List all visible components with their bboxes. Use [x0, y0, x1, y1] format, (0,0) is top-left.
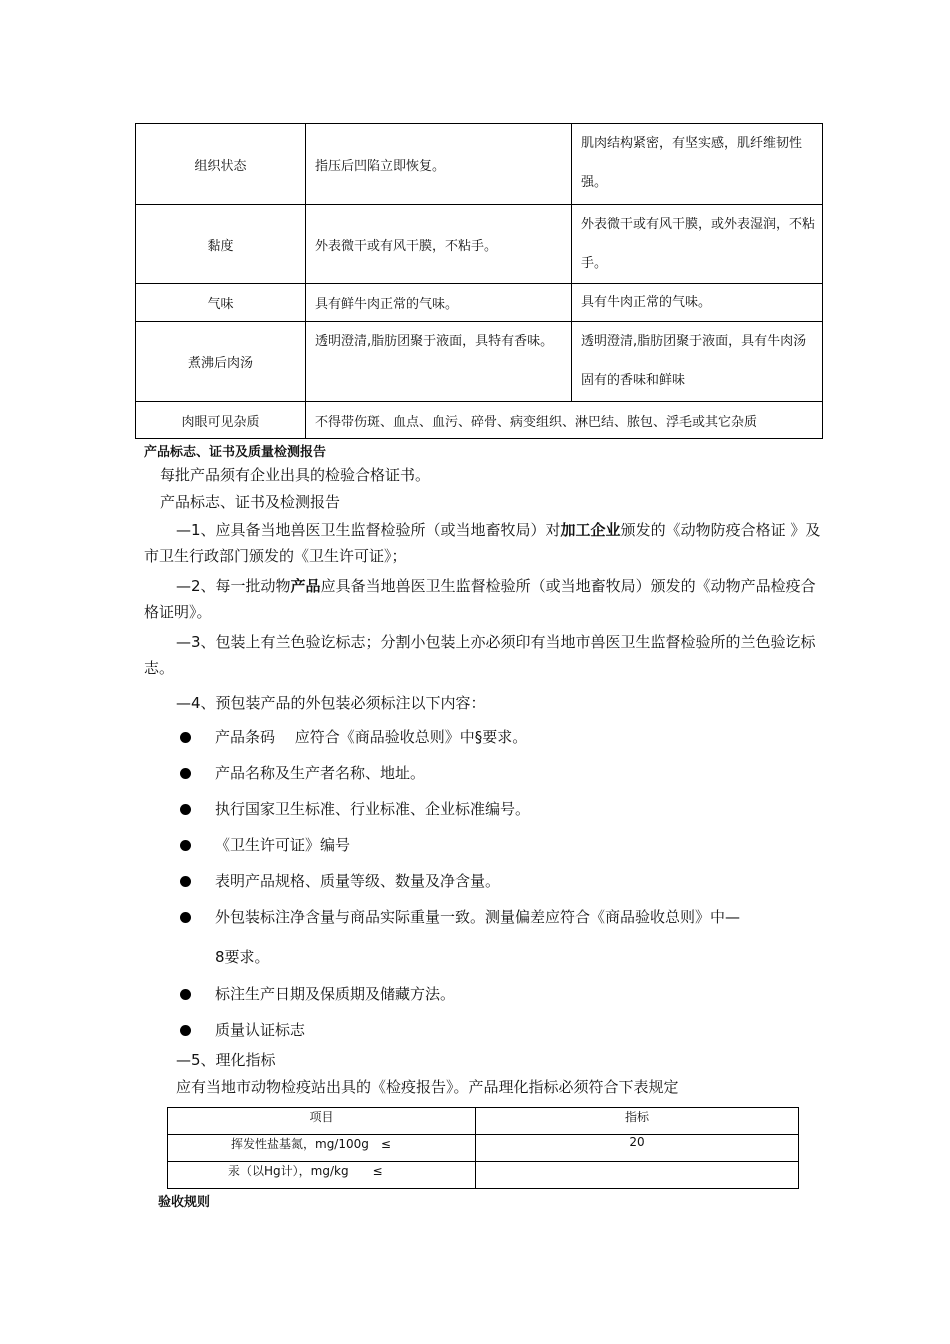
table-row	[136, 284, 823, 322]
table-cell	[476, 1162, 799, 1189]
final-heading: 验收规则	[158, 1195, 211, 1210]
bullet-icon	[180, 732, 191, 743]
table-cell: 20	[476, 1135, 799, 1162]
table-row	[136, 124, 823, 205]
item-cell: 肉眼可见杂质	[136, 402, 306, 439]
column-header: 项目	[168, 1108, 476, 1135]
fresh-cell: 外表微干或有风干膜，不粘手。	[306, 205, 572, 284]
item-cell: 煮沸后肉汤	[136, 322, 306, 402]
table-row	[136, 402, 823, 439]
table-row	[136, 322, 823, 402]
bullet-icon	[180, 840, 191, 851]
clause-5-heading: —5、理化指标	[176, 1051, 276, 1069]
subheading: 产品标志、证书及检测报告	[160, 493, 341, 511]
intro-paragraph: 每批产品须有企业出具的检验合格证书。	[160, 466, 431, 484]
list-item-continuation: 8要求。	[215, 948, 270, 966]
clause-2: —2、每一批动物产品应具备当地兽医卫生监督检验所（或当地畜牧局）颁发的《动物产品检疫合格证明》。	[144, 577, 816, 621]
table-row	[168, 1135, 799, 1162]
clause-3: —3、包装上有兰色验讫标志；分割小包装上亦必须印有当地市兽医卫生监督检验所的兰色验讫标志。	[144, 633, 816, 677]
item-cell: 黏度	[136, 205, 306, 284]
chem-table	[167, 1107, 799, 1189]
bullet-icon	[180, 1025, 191, 1036]
item-cell: 气味	[136, 284, 306, 322]
item-cell: 组织状态	[136, 124, 306, 205]
sensory-table	[135, 123, 823, 439]
fresh-cell: 透明澄清,脂肪团聚于液面，具特有香味。	[306, 322, 572, 402]
table-header-row	[168, 1108, 799, 1135]
table-row	[136, 205, 823, 284]
clause-4: —4、预包装产品的外包装必须标注以下内容：	[176, 694, 486, 712]
table-cell: 挥发性盐基氮，mg/100g ≤	[168, 1135, 476, 1162]
section-heading: 产品标志、证书及质量检测报告	[144, 445, 327, 460]
fresh-cell: 具有鲜牛肉正常的气味。	[306, 284, 572, 322]
bullet-icon	[180, 876, 191, 887]
frozen-cell: 具有牛肉正常的气味。	[572, 284, 823, 322]
table-cell: 汞（以Hg计），mg/kg ≤	[168, 1162, 476, 1189]
fresh-cell: 指压后凹陷立即恢复。	[306, 124, 572, 205]
merged-cell: 不得带伤斑、血点、血污、碎骨、病变组织、淋巴结、脓包、浮毛或其它杂质	[306, 402, 823, 439]
clause-5-text: 应有当地市动物检疫站出具的《检疫报告》。产品理化指标必须符合下表规定	[176, 1078, 679, 1096]
frozen-cell: 透明澄清,脂肪团聚于液面，具有牛肉汤固有的香味和鲜味	[572, 322, 823, 402]
clause-1: —1、应具备当地兽医卫生监督检验所（或当地畜牧局）对加工企业颁发的《动物防疫合格证 》及市卫生行政部门颁发的《卫生许可证》；	[144, 521, 821, 565]
column-header: 指标	[476, 1108, 799, 1135]
bullet-icon	[180, 768, 191, 779]
bullet-icon	[180, 804, 191, 815]
frozen-cell: 肌肉结构紧密，有坚实感，肌纤维韧性强。	[572, 124, 823, 205]
bullet-icon	[180, 912, 191, 923]
table-row	[168, 1162, 799, 1189]
frozen-cell: 外表微干或有风干膜，或外表湿润，不粘手。	[572, 205, 823, 284]
bullet-icon	[180, 989, 191, 1000]
